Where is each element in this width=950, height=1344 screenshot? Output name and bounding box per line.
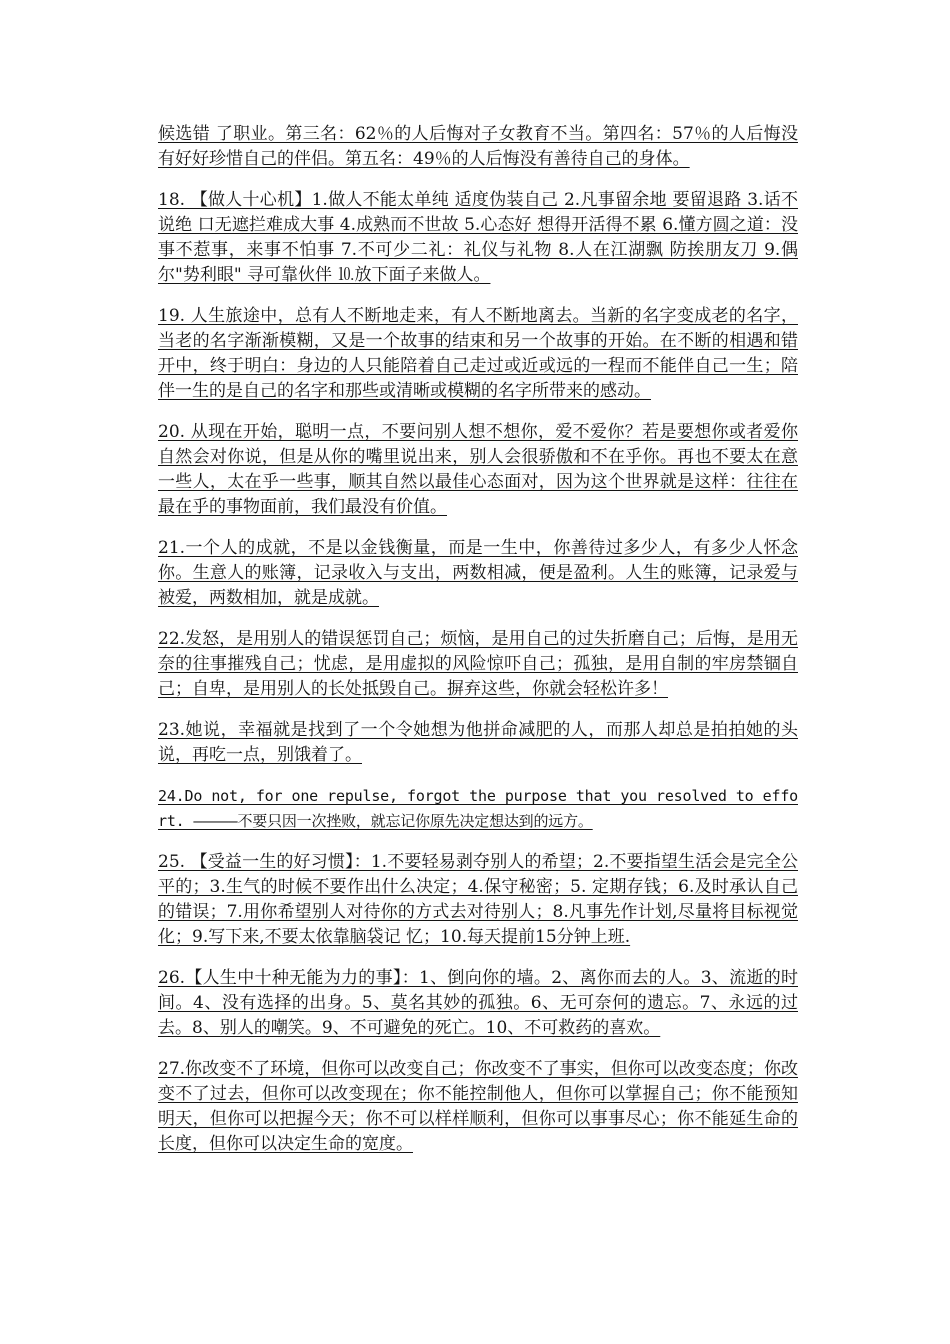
paragraph-19 [158,304,798,404]
paragraph-20 [158,420,798,520]
paragraph-text: 25. 【受益一生的好习惯】：1.不要轻易剥夺别人的希望；2.不要指望生活会是完全公平的；3.生气的时候不要作出什么决定；4.保守秘密；5. 定期存钱；6.及时承认自己的错误；7.用你希望别人对待你的方式去对待别人；8.凡事先作计划,尽量将目标视觉化；9.写下来,不要太依靠脑袋记 忆；10.每天提前15分钟上班. [158,852,798,947]
paragraph-26 [158,966,798,1041]
paragraph-25 [158,850,798,950]
paragraph-27 [158,1057,798,1157]
paragraph-text: 24.Do not, for one repulse, forgot the purpose that you resolved to effort. —————不要只因一次挫败，就忘记你原先决定想达到的远方。 [158,787,798,830]
paragraph-continuation [158,122,798,172]
paragraph-text: 22.发怒，是用别人的错误惩罚自己；烦恼，是用自己的过失折磨自己；后悔，是用无奈的往事摧残自己；忧虑，是用虚拟的风险惊吓自己；孤独，是用自制的牢房禁锢自己；自卑，是用别人的长处抵毁自己。摒弃这些，你就会轻松许多！ [158,629,798,699]
paragraph-text: 26.【人生中十种无能为力的事】：1、倒向你的墙。2、离你而去的人。3、流逝的时间。4、没有选择的出身。5、莫名其妙的孤独。6、无可奈何的遗忘。7、永远的过去。8、别人的嘲笑。9、不可避免的死亡。10、不可救药的喜欢。 [158,968,798,1038]
paragraph-text: 20. 从现在开始，聪明一点，不要问别人想不想你，爱不爱你？若是要想你或者爱你自然会对你说，但是从你的嘴里说出来，别人会很骄傲和不在乎你。再也不要太在意 一些人，太在乎一些事，顺其自然以最佳心态面对，因为这个世界就是这样：往往在最在乎的事物面前，我们最没有价值。 [158,422,798,517]
paragraph-18 [158,188,798,288]
paragraph-text: 19. 人生旅途中，总有人不断地走来，有人不断地离去。当新的名字变成老的名字，当老的名字渐渐模糊，又是一个故事的结束和另一个故事的开始。在不断的相遇和错 开中，终于明白：身边的人只能陪着自己走过或近或远的一程而不能伴自己一生；陪伴一生的是自己的名字和那些或清晰或模糊的名字所带来的感动。 [158,306,798,401]
paragraph-text: 18. 【做人十心机】1.做人不能太单纯 适度伪装自己 2.凡事留余地 要留退路 3.话不说绝 口无遮拦难成大事 4.成熟而不世故 5.心态好 想得开活得不累 6.懂方圆之道：没事不惹事，来事不怕事 7.不可少二礼：礼仪与礼物 8.人在江湖飘 防挨朋友刀 9.偶尔"势利眼" 寻可靠伙伴 ⒑放下面子来做人。 [158,190,798,285]
paragraph-text: 21.一个人的成就，不是以金钱衡量，而是一生中，你善待过多少人，有多少人怀念你。生意人的账簿，记录收入与支出，两数相减，便是盈利。人生的账簿，记录爱与被爱，两数相加，就是成就。 [158,538,798,608]
paragraph-24 [158,784,798,834]
paragraph-text: 27.你改变不了环境，但你可以改变自己；你改变不了事实，但你可以改变态度；你改变不了过去，但你可以改变现在；你不能控制他人，但你可以掌握自己；你不能预知明天，但你可以把握今天；你不可以样样顺利，但你可以事事尽心；你不能延生命的长度，但你可以决定生命的宽度。 [158,1059,798,1154]
paragraph-21 [158,536,798,611]
paragraph-23 [158,718,798,768]
paragraph-22 [158,627,798,702]
document-body [158,122,798,1173]
paragraph-text: 候选错 了职业。第三名：62％的人后悔对子女教育不当。第四名：57％的人后悔没有好好珍惜自己的伴侣。第五名：49％的人后悔没有善待自己的身体。 [158,124,798,169]
paragraph-text: 23.她说，幸福就是找到了一个令她想为他拼命减肥的人，而那人却总是拍拍她的头说，再吃一点，别饿着了。 [158,720,798,765]
